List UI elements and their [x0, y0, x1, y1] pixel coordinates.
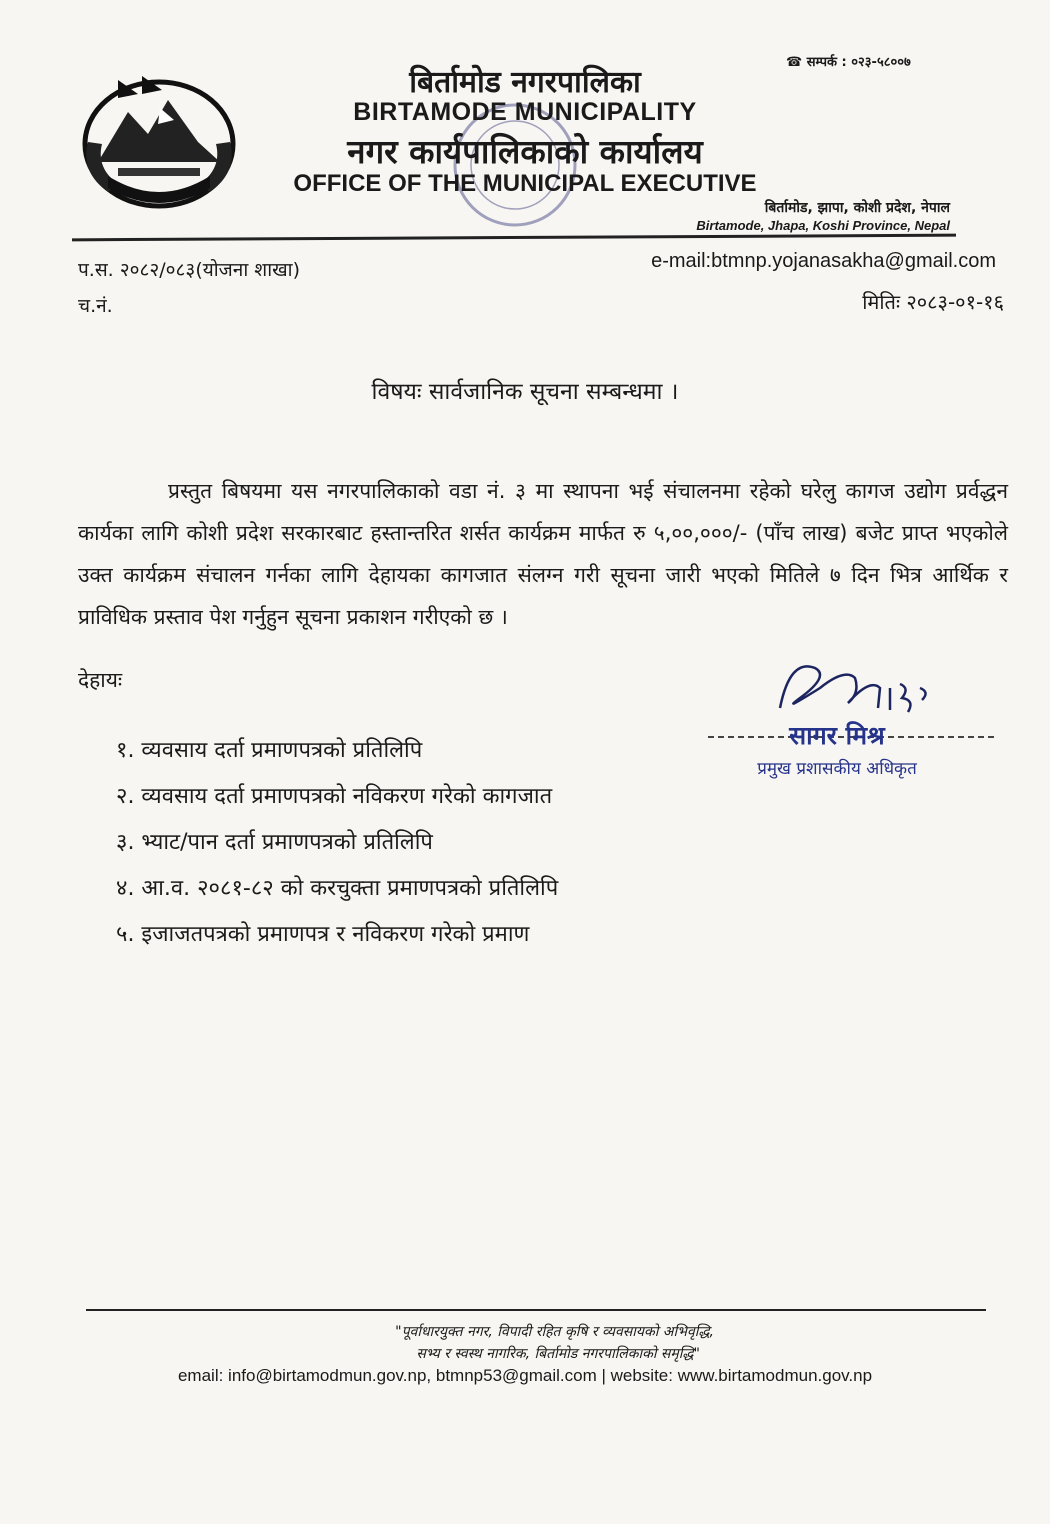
letter-body: प्रस्तुत बिषयमा यस नगरपालिकाको वडा नं. ३ मा स्थापना भई संचालनमा रहेको घरेलु कागज उद्योग प्रर्वद्धन कार्यका लागि कोशी प्रदेश सरकारबाट हस्तान्तरित शर्सत कार्यक्रम मार्फत रु ५,००,०००/- (पाँच लाख) बजेट प्राप्त भएकोले उक्त कार्यक्रम संचालन गर्नका लागि देहायका कागजात संलग्न गरी सूचना जारी भएको मितिले ७ दिन भित्र आर्थिक र प्राविधिक प्रस्ताव पेश गर्नुहुन सूचना प्रकाशन गरीएको छ ।: [78, 479, 1008, 629]
list-item: ५. इजाजतपत्रको प्रमाणपत्र र नविकरण गरेको प्रमाण: [116, 922, 530, 947]
office-name-en: OFFICE OF THE MUNICIPAL EXECUTIVE: [293, 170, 757, 197]
required-documents-list: [116, 728, 558, 958]
address-np: बिर्तामोड, झापा, कोशी प्रदेश, नेपाल: [764, 200, 950, 216]
footer-motto-line1: "पूर्वाधारयुक्त नगर, विपादी रहित कृषि र व्यवसायको अभिवृद्धि,: [395, 1324, 714, 1340]
municipality-emblem: [78, 72, 240, 212]
municipality-name-en: BIRTAMODE MUNICIPALITY: [353, 98, 697, 126]
reference-number: प.स. २०८२/०८३(योजना शाखा): [78, 259, 300, 281]
list-item: ३. भ्याट/पान दर्ता प्रमाणपत्रको प्रतिलिपि: [116, 830, 433, 855]
letter-subject: विषयः सार्वजानिक सूचना सम्बन्धमा ।: [371, 379, 679, 405]
address-en: Birtamode, Jhapa, Koshi Province, Nepal: [696, 218, 950, 233]
footer-contact: email: info@birtamodmun.gov.np, btmnp53@gmail.com | website: www.birtamodmun.gov.np: [177, 1366, 873, 1385]
signatory-name: सागर मिश्र: [789, 721, 885, 750]
municipality-name-np: बिर्तामोड नगरपालिका: [409, 65, 641, 100]
office-name-np: नगर कार्यपालिकाको कार्यालय: [347, 132, 703, 171]
footer-divider: [86, 1309, 986, 1311]
handwritten-signature: [760, 648, 940, 728]
letter-date: मितिः २०८३-०१-१६: [862, 290, 1004, 314]
dispatch-number: च.नं.: [78, 295, 113, 317]
header-divider: [72, 234, 956, 242]
list-item: ४. आ.व. २०८१-८२ को करचुक्ता प्रमाणपत्रको प्रतिलिपि: [116, 876, 559, 901]
list-item: २. व्यवसाय दर्ता प्रमाणपत्रको नविकरण गरेको कागजात: [116, 784, 553, 809]
list-heading: देहायः: [78, 668, 123, 692]
footer-motto-line2: सभ्य र स्वस्थ नागरिक, बिर्तामोड नगरपालिकाको समृद्धि": [416, 1346, 700, 1362]
list-item: १. व्यवसाय दर्ता प्रमाणपत्रको प्रतिलिपि: [116, 738, 423, 763]
department-email: e-mail:btmnp.yojanasakha@gmail.com: [651, 250, 996, 272]
header-phone: ☎ सम्पर्क : ०२३-५८००७: [786, 55, 911, 70]
signatory-title: प्रमुख प्रशासकीय अधिकृत: [757, 759, 917, 779]
